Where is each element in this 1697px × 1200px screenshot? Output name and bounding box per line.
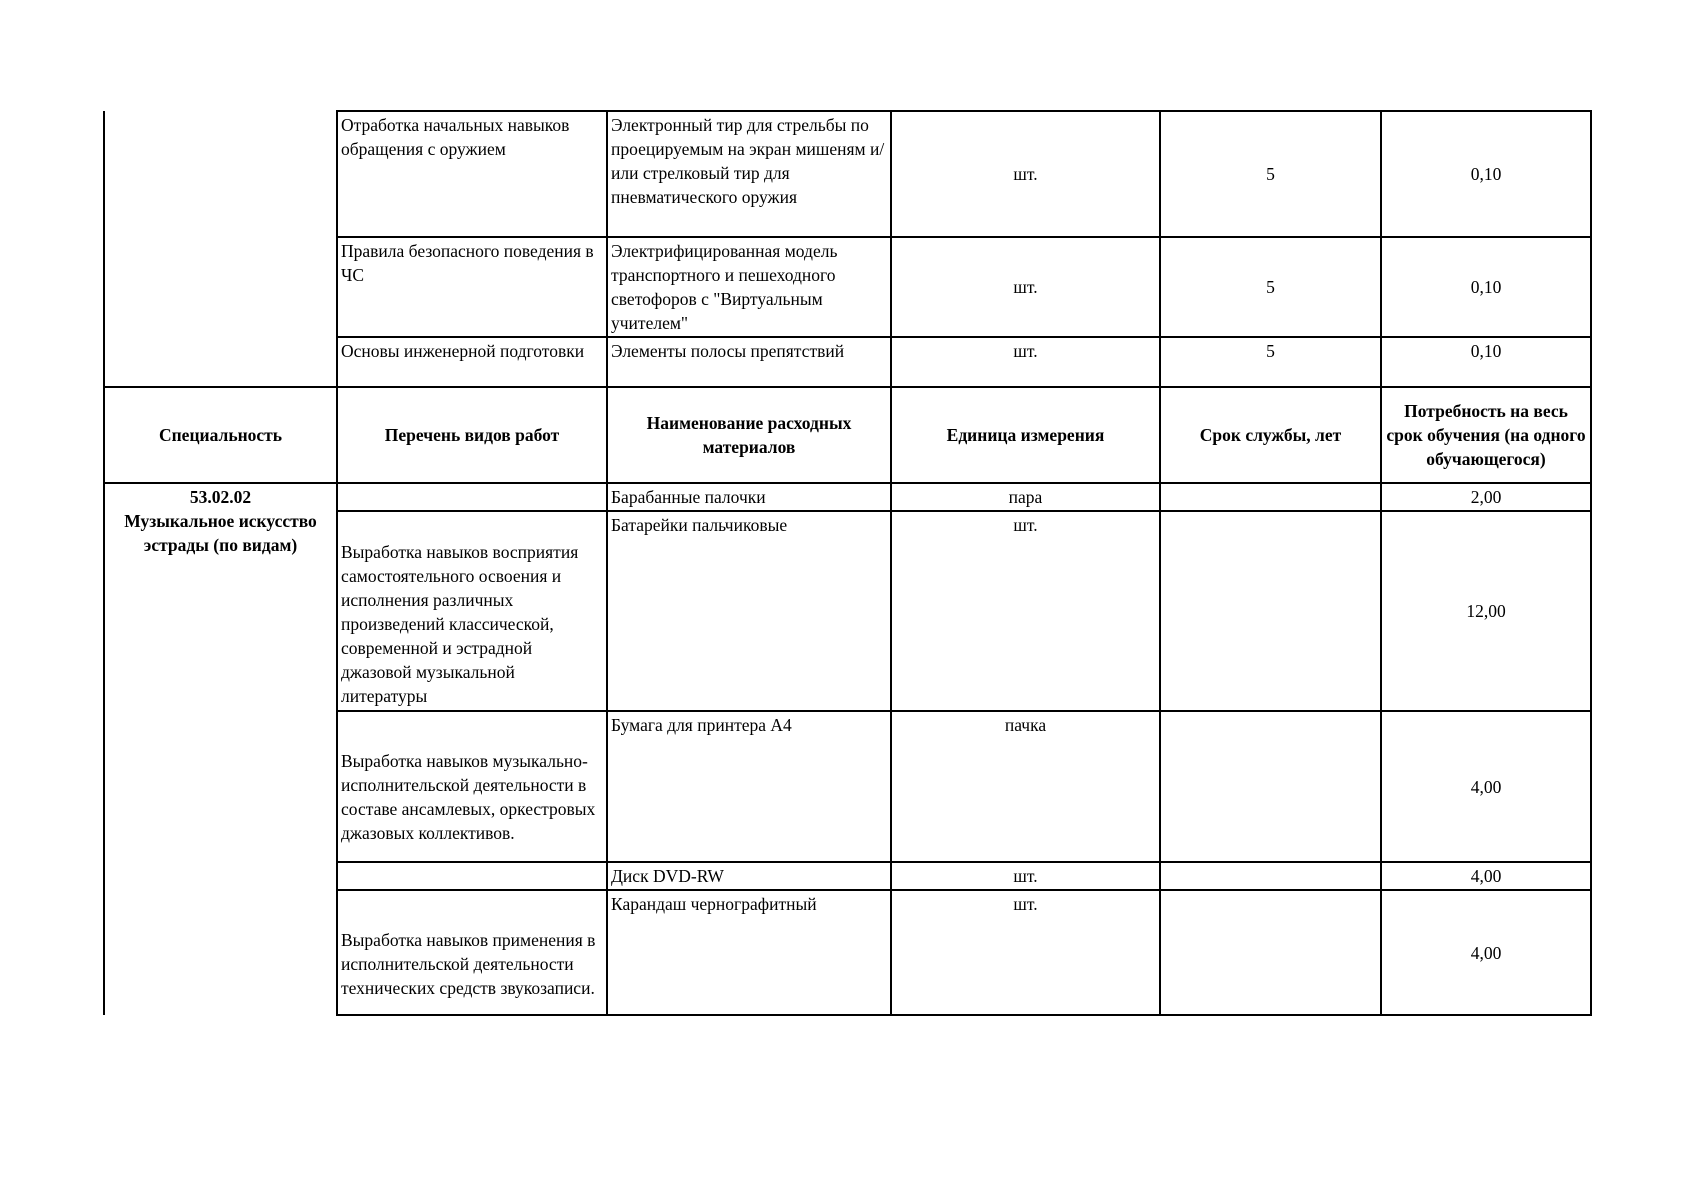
work-cell xyxy=(337,862,607,890)
need-cell: 4,00 xyxy=(1381,711,1591,862)
item-cell: Батарейки пальчиковые xyxy=(607,511,891,711)
need-cell: 0,10 xyxy=(1381,337,1591,387)
need-cell: 2,00 xyxy=(1381,483,1591,511)
table-row xyxy=(104,483,1591,511)
term-cell xyxy=(1160,711,1381,862)
unit-cell: пара xyxy=(891,483,1160,511)
need-cell: 4,00 xyxy=(1381,890,1591,1015)
term-cell: 5 xyxy=(1160,237,1381,337)
work-cell: Выработка навыков восприятия самостоятельного освоения и исполнения различных произведений классической, современной и эстрадной джазовой музыкальной литературы xyxy=(337,511,607,711)
item-cell: Карандаш чернографитный xyxy=(607,890,891,1015)
term-cell: 5 xyxy=(1160,337,1381,387)
need-cell: 0,10 xyxy=(1381,237,1591,337)
header-works: Перечень видов работ xyxy=(337,387,607,483)
work-cell xyxy=(337,483,607,511)
unit-cell: шт. xyxy=(891,890,1160,1015)
work-cell: Правила безопасного поведения в ЧС xyxy=(337,237,607,337)
work-cell: Выработка навыков музыкально-исполнительской деятельности в составе ансамлевых, оркестровых джазовых коллективов. xyxy=(337,711,607,862)
specialty-name: Музыкальное искусство эстрады (по видам) xyxy=(124,511,317,555)
specialty-code: 53.02.02 xyxy=(189,487,252,507)
table-row xyxy=(104,111,1591,237)
header-materials: Наименование расходных материалов xyxy=(607,387,891,483)
unit-cell: шт. xyxy=(891,237,1160,337)
header-unit: Единица измерения xyxy=(891,387,1160,483)
unit-cell: шт. xyxy=(891,337,1160,387)
work-cell: Основы инженерной подготовки xyxy=(337,337,607,387)
unit-cell: шт. xyxy=(891,862,1160,890)
need-cell: 0,10 xyxy=(1381,111,1591,237)
specialty-cell xyxy=(104,483,337,1015)
unit-cell: пачка xyxy=(891,711,1160,862)
need-cell: 4,00 xyxy=(1381,862,1591,890)
term-cell xyxy=(1160,890,1381,1015)
item-cell: Бумага для принтера А4 xyxy=(607,711,891,862)
header-specialty: Специальность xyxy=(104,387,337,483)
item-cell: Электрифицированная модель транспортного и пешеходного светофоров с "Виртуальным учителем" xyxy=(607,237,891,337)
unit-cell: шт. xyxy=(891,111,1160,237)
work-cell: Отработка начальных навыков обращения с оружием xyxy=(337,111,607,237)
table-header-row xyxy=(104,387,1591,483)
unit-cell: шт. xyxy=(891,511,1160,711)
item-cell: Барабанные палочки xyxy=(607,483,891,511)
consumables-table xyxy=(103,110,1592,1016)
item-cell: Элементы полосы препятствий xyxy=(607,337,891,387)
item-cell: Электронный тир для стрельбы по проецируемым на экран мишеням и/или стрелковый тир для пневматического оружия xyxy=(607,111,891,237)
empty-specialty-cell xyxy=(104,111,337,387)
term-cell xyxy=(1160,511,1381,711)
need-cell: 12,00 xyxy=(1381,511,1591,711)
item-cell: Диск DVD-RW xyxy=(607,862,891,890)
term-cell xyxy=(1160,862,1381,890)
header-term: Срок службы, лет xyxy=(1160,387,1381,483)
term-cell xyxy=(1160,483,1381,511)
header-need: Потребность на весь срок обучения (на одного обучающегося) xyxy=(1381,387,1591,483)
work-cell: Выработка навыков применения в исполнительской деятельности технических средств звукозаписи. xyxy=(337,890,607,1015)
term-cell: 5 xyxy=(1160,111,1381,237)
